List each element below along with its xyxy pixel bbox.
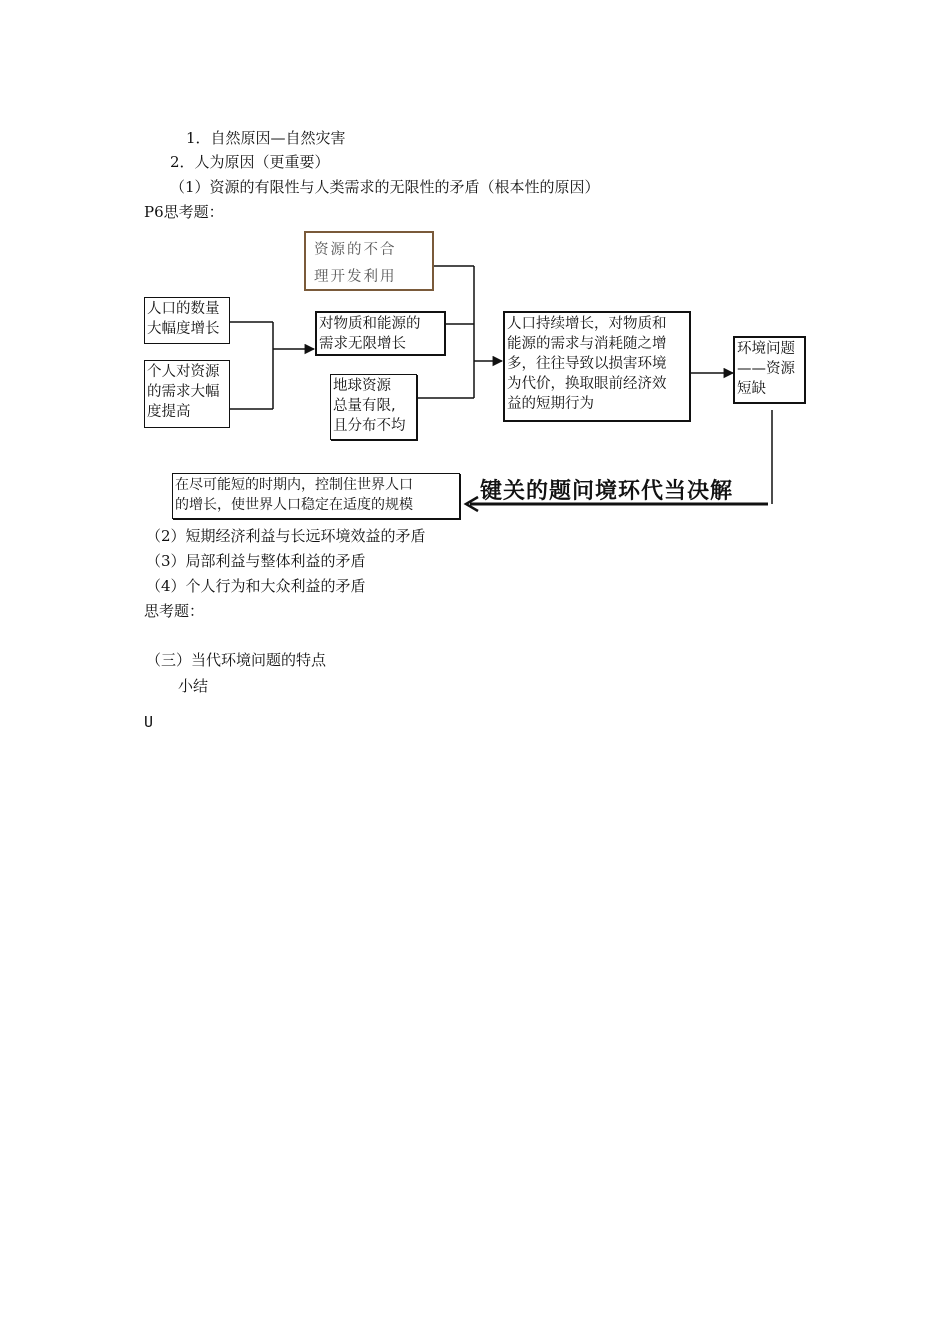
box-label: 短缺 — [737, 381, 766, 397]
box-label: 需求无限增长 — [319, 336, 406, 352]
box-label: ——资源 — [737, 361, 795, 377]
text-section-three: （三）当代环境问题的特点 — [146, 651, 327, 669]
box-short-term-behavior — [503, 311, 691, 422]
box-label: 且分布不均 — [333, 418, 406, 434]
box-label: 大幅度增长 — [147, 321, 220, 337]
text-natural-cause: 1．自然原因—自然灾害 — [186, 129, 346, 147]
box-label: 为代价，换取眼前经济效 — [507, 376, 667, 392]
text-contradiction-3: （3）局部利益与整体利益的矛盾 — [146, 552, 366, 570]
text-human-cause: 2．人为原因（更重要） — [170, 153, 330, 171]
box-label: 的增长，使世界人口稳定在适度的规模 — [175, 497, 413, 513]
box-solution — [172, 473, 460, 519]
box-label: 的需求大幅 — [147, 384, 220, 400]
box-label: 在尽可能短的时期内，控制住世界人口 — [175, 477, 413, 493]
box-label: 地球资源 — [333, 378, 391, 394]
box-unreasonable-development — [304, 231, 434, 291]
box-unlimited-demand — [315, 311, 446, 356]
box-label: 总量有限, — [333, 398, 396, 414]
box-label: 环境问题 — [737, 341, 795, 357]
box-environmental-problem — [733, 336, 806, 404]
box-limited-resources — [330, 374, 417, 440]
box-label: 益的短期行为 — [507, 396, 594, 412]
box-label: 个人对资源 — [147, 364, 220, 380]
text-contradiction-1: （1）资源的有限性与人类需求的无限性的矛盾（根本性的原因） — [170, 178, 600, 196]
box-population-growth — [144, 297, 230, 344]
box-label: 度提高 — [147, 404, 191, 420]
box-label: 理开发利用 — [314, 269, 397, 285]
box-label: 资源的不合 — [314, 242, 397, 258]
box-label: 人口持续增长，对物质和 — [507, 316, 667, 332]
text-thinking-question: 思考题： — [144, 602, 205, 620]
text-summary: 小结 — [178, 677, 209, 695]
banner-key-solution: 键关的题问境环代当决解 — [480, 479, 734, 504]
box-label: 多，往往导致以损害环境 — [507, 356, 667, 372]
box-individual-demand — [144, 360, 230, 428]
text-u: U — [144, 713, 154, 731]
box-label: 对物质和能源的 — [319, 316, 421, 332]
text-p6-question: P6思考题： — [144, 203, 224, 221]
text-contradiction-2: （2）短期经济利益与长远环境效益的矛盾 — [146, 527, 426, 545]
box-label: 能源的需求与消耗随之增 — [507, 336, 667, 352]
box-label: 人口的数量 — [147, 301, 220, 317]
text-contradiction-4: （4）个人行为和大众利益的矛盾 — [146, 577, 366, 595]
flow-connectors — [0, 0, 950, 560]
